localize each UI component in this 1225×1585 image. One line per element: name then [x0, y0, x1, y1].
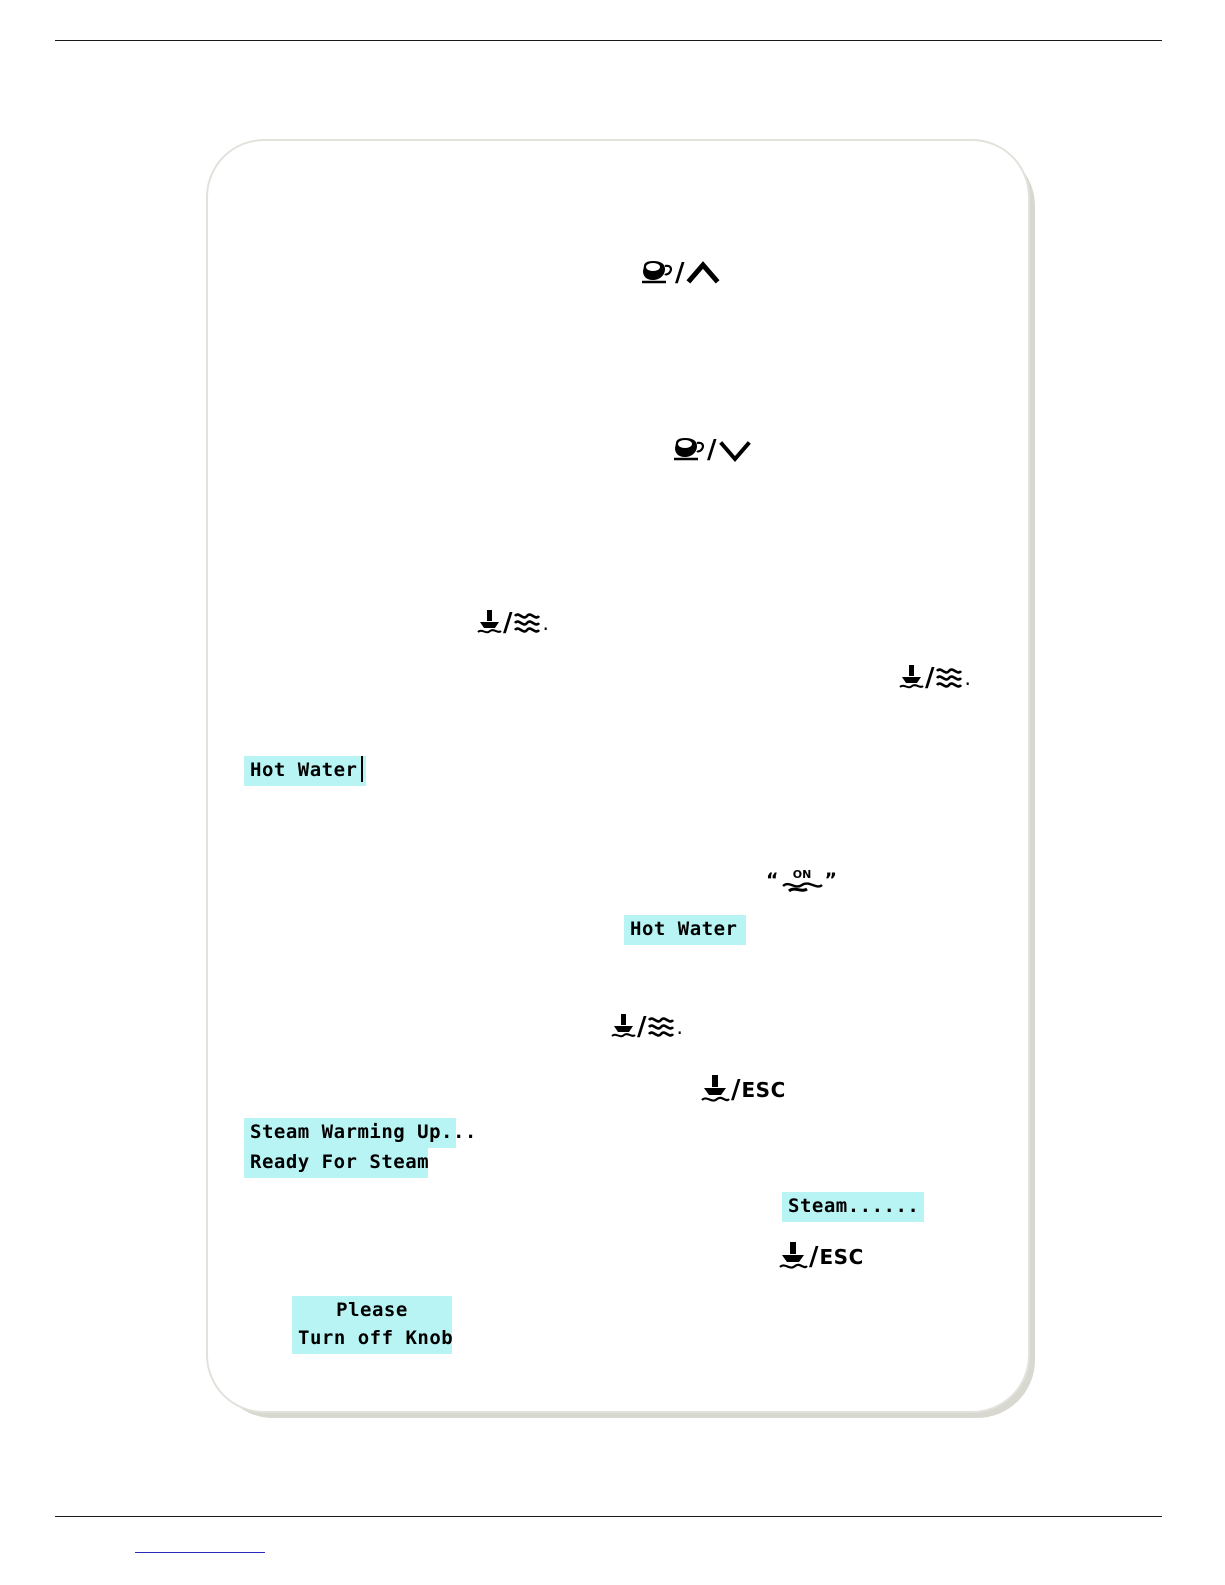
steam-esc-icon: [778, 1240, 864, 1274]
icon-trailing-dot: .: [964, 666, 971, 690]
icon-separator: /: [925, 663, 935, 693]
lcd-ready-for-steam: Ready For Steam: [244, 1148, 428, 1178]
icon-separator: /: [503, 608, 513, 638]
icon-trailing-dot: .: [676, 1015, 683, 1039]
steam-esc-icon: [700, 1073, 786, 1107]
icon-separator: /: [637, 1012, 647, 1042]
esc-label: ESC: [741, 1078, 786, 1102]
page-top-rule: [55, 40, 1162, 41]
lcd-hot-water-2: Hot Water: [624, 915, 746, 945]
svg-text:ON: ON: [792, 868, 811, 881]
lcd-please: Please: [292, 1296, 452, 1326]
steam-wave-icon: [476, 608, 549, 638]
icon-separator: /: [809, 1242, 819, 1272]
cup-down-icon: [672, 435, 752, 465]
page-bottom-rule: [55, 1516, 1162, 1517]
cup-up-icon: [640, 258, 720, 288]
esc-label: ESC: [819, 1245, 864, 1269]
lcd-hot-water-1: Hot Water: [244, 756, 366, 786]
icon-separator: /: [731, 1075, 741, 1105]
footer-link[interactable]: [135, 1552, 265, 1553]
lcd-steam-warming-up: Steam Warming Up...: [244, 1118, 456, 1148]
knob-quote-open: “: [766, 868, 779, 891]
knob-on-icon: [766, 866, 837, 894]
lcd-cursor: [361, 756, 363, 782]
lcd-steaming: Steam......: [782, 1192, 924, 1222]
steam-wave-icon: [898, 663, 971, 693]
icon-trailing-dot: .: [542, 611, 549, 635]
lcd-turn-off-knob: Turn off Knob: [292, 1324, 452, 1354]
steam-wave-icon: [610, 1012, 683, 1042]
knob-quote-close: ”: [824, 868, 837, 891]
icon-separator: /: [675, 258, 685, 288]
icon-separator: /: [707, 435, 717, 465]
